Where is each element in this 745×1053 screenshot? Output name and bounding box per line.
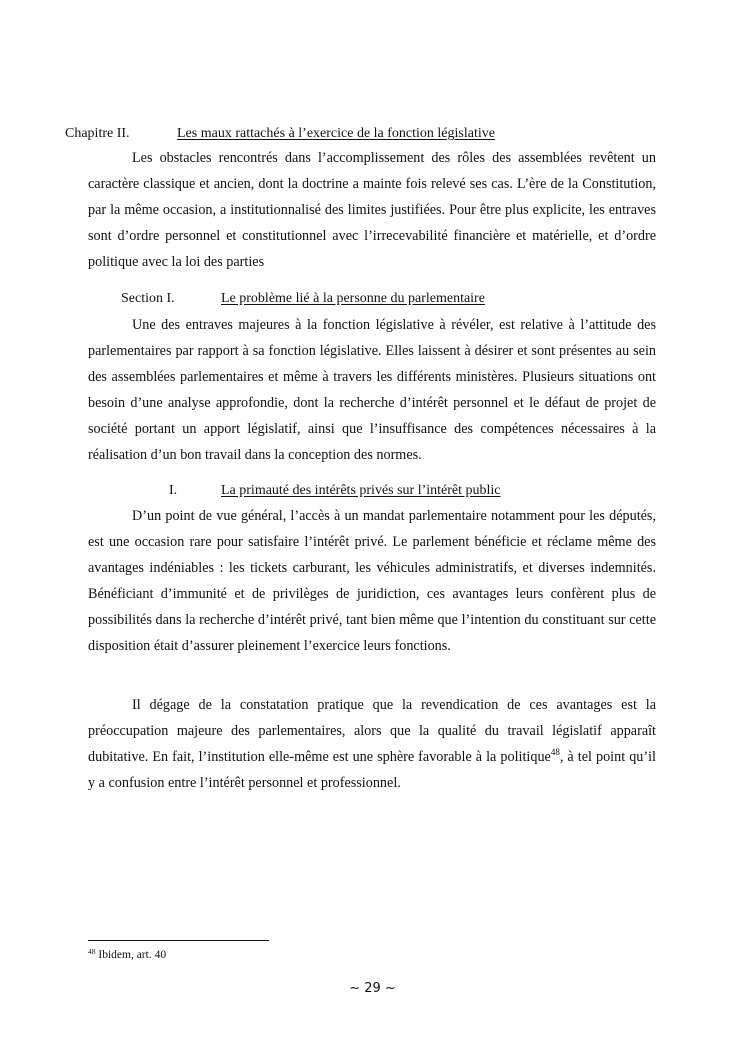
subsection-title: La primauté des intérêts privés sur l’intérêt public bbox=[221, 483, 501, 498]
chapter-title: Les maux rattachés à l’exercice de la fonction législative bbox=[177, 126, 495, 141]
subsection-heading bbox=[169, 482, 501, 500]
paragraph-text: Une des entraves majeures à la fonction législative à révéler, est relative à l’attitude des parlementaires par rapport à sa fonction législative. Elles laissent à désirer et sont présentes au sein des assemblées parlementaires et même à travers les différents ministères. Plusieurs situations ont besoin d’une analyse approfondie, dont la recherche d’intérêt personnel et le défaut de projet de société portant un apport législatif, ainsi que l’insuffisance des compétences nécessaires à la réalisation d’un bon travail dans la conception des normes. bbox=[88, 317, 656, 463]
footnote-text: Ibidem, art. 40 bbox=[95, 949, 167, 961]
footnote-number: 48 bbox=[88, 947, 96, 956]
paragraph-entraves bbox=[88, 312, 656, 468]
paragraph-text: Les obstacles rencontrés dans l’accomplissement des rôles des assemblées revêtent un caractère classique et ancien, dont la doctrine a mainte fois relevé ses cas. L’ère de la Constitution, par la même occasion, a institutionnalisé des limites justifiées. Pour être plus explicite, les entraves sont d’ordre personnel et constitutionnel avec l’irrecevabilité financière et matérielle, et d’ordre politique avec la loi des parties bbox=[88, 150, 656, 270]
paragraph-constatation bbox=[88, 692, 656, 796]
section-heading bbox=[121, 290, 485, 308]
paragraph-text-end: , à tel point qu’il y a confusion entre l’intérêt personnel et professionnel. bbox=[88, 749, 656, 791]
paragraph-obstacles bbox=[88, 145, 656, 275]
chapter-label: Chapitre II. bbox=[65, 126, 130, 141]
paragraph-text: D’un point de vue général, l’accès à un mandat parlementaire notamment pour les députés, est une occasion rare pour satisfaire l’intérêt privé. Le parlement bénéficie et réclame même des avantages indéniables : les tickets carburant, les véhicules administratifs, et diverses indemnités. Bénéficiant d’immunité et de privilèges de juridiction, ces avantages leurs confèrent plus de possibilités dans la recherche d’intérêt privé, tant bien même que l’intention du constituant sur cette disposition était d’assurer pleinement l’exercice leurs fonctions. bbox=[88, 508, 656, 654]
paragraph-interet-prive bbox=[88, 503, 656, 659]
section-title: Le problème lié à la personne du parlementaire bbox=[221, 291, 485, 306]
footnote-separator bbox=[88, 940, 269, 941]
subsection-label: I. bbox=[169, 483, 178, 498]
page-number: ~ 29 ~ bbox=[349, 981, 396, 996]
footnote bbox=[88, 948, 166, 962]
paragraph-text: Il dégage de la constatation pratique que la revendication de ces avantages est la préoccupation majeure des parlementaires, alors que la qualité du travail législatif apparaît dubitative. En fait, l’institution elle-même est une sphère favorable à la politique bbox=[88, 697, 656, 765]
chapter-heading bbox=[65, 125, 495, 143]
section-label: Section I. bbox=[121, 291, 175, 306]
footnote-reference[interactable]: 48 bbox=[550, 747, 560, 757]
